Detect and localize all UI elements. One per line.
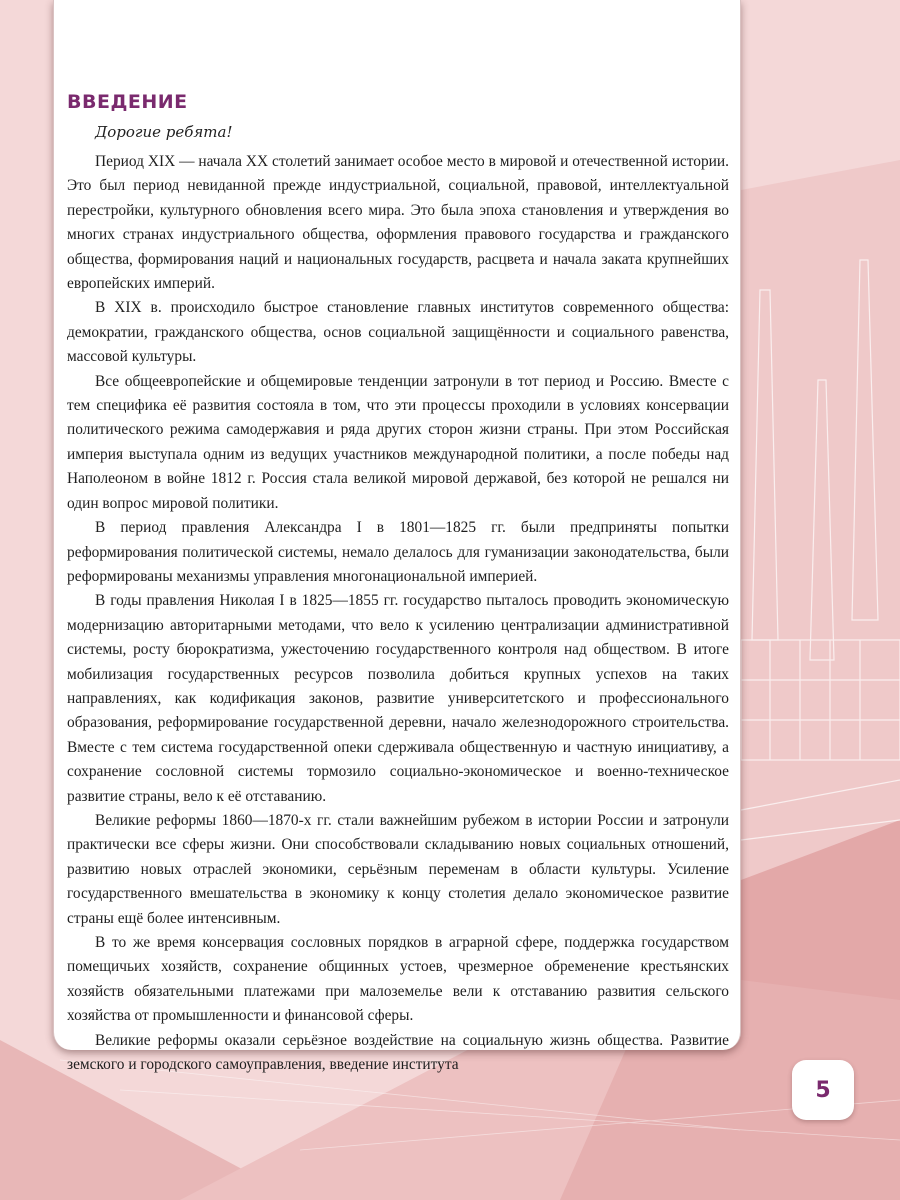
paragraph: Великие реформы 1860—1870-х гг. стали важнейшим рубежом в истории России и затронули практически все сферы жизни. Они способствовали складыванию новых социальных отношений, развитию новых отраслей экономики, серьёзным переменам в области культуры. Усиление государственного вмешательства в экономику к концу столетия делало экономическое развитие страны ещё более интенсивным. — [67, 811, 729, 927]
greeting: Дорогие ребята! — [95, 123, 233, 141]
paragraph: В XIX в. происходило быстрое становление главных институтов современного общества: демократии, гражданского общества, основ социальной защищённости и социального равенства, массовой культуры. — [67, 299, 729, 366]
paragraph: Период XIX — начала XX столетий занимает особое место в мировой и отечественной истории. Это был период невиданной прежде индустриальной, социальной, правовой, интеллектуальной перестройки, культурного обновления всего мира. Это была эпоха становления и утверждения во многих странах индустриального общества, оформления правового государства и гражданского общества, формирования наций и национальных государств, расцвета и начала заката крупнейших европейских империй. — [67, 153, 729, 293]
paragraph: Все общеевропейские и общемировые тенденции затронули в тот период и Россию. Вместе с тем специфика её развития состояла в том, что эти процессы проходили в условиях консервации политического режима самодержавия и ряда других сторон жизни страны. При этом Российская империя выступала одним из ведущих участников международной политики, а после победы над Наполеоном в войне 1812 г. Россия стала великой мировой державой, без которой не решался ни один вопрос мировой политики. — [67, 372, 729, 512]
page-number-badge — [792, 1060, 854, 1120]
page-content — [67, 90, 729, 1077]
paragraph: Великие реформы оказали серьёзное воздействие на социальную жизнь общества. Развитие земского и городского самоуправления, введение института — [67, 1031, 729, 1074]
page-card — [53, 0, 741, 1074]
paragraph: В годы правления Николая I в 1825—1855 гг. государство пыталось проводить экономическую модернизацию авторитарными методами, что вело к усилению централизации административной системы, росту бюрократизма, ужесточению государственного контроля над обществом. В итоге мобилизация государственных ресурсов позволила добиться крупных успехов на таких направлениях, как кодификация законов, развитие университетского и профессионального образования, реформирование государственной деревни, начало железнодорожного строительства. Вместе с тем система государственной опеки сдерживала общественную и частную инициативу, а сохранение сословной системы тормозило социально-экономическое и военно-техническое развитие страны, вело к её отставанию. — [67, 592, 729, 805]
paragraph: В то же время консервация сословных порядков в аграрной сфере, поддержка государством помещичьих хозяйств, сохранение общинных устоев, чрезмерное обременение крестьянских хозяйств обязательными платежами при малоземелье вели к отставанию развития сельского хозяйства от промышленности и финансовой сферы. — [67, 934, 729, 1025]
page-number: 5 — [815, 1077, 831, 1103]
section-heading: ВВЕДЕНИЕ — [67, 91, 188, 113]
paragraph: В период правления Александра I в 1801—1825 гг. были предприняты попытки реформирования политической системы, немало делалось для гуманизации законодательства, были реформированы механизмы управления многонациональной империей. — [67, 519, 729, 585]
